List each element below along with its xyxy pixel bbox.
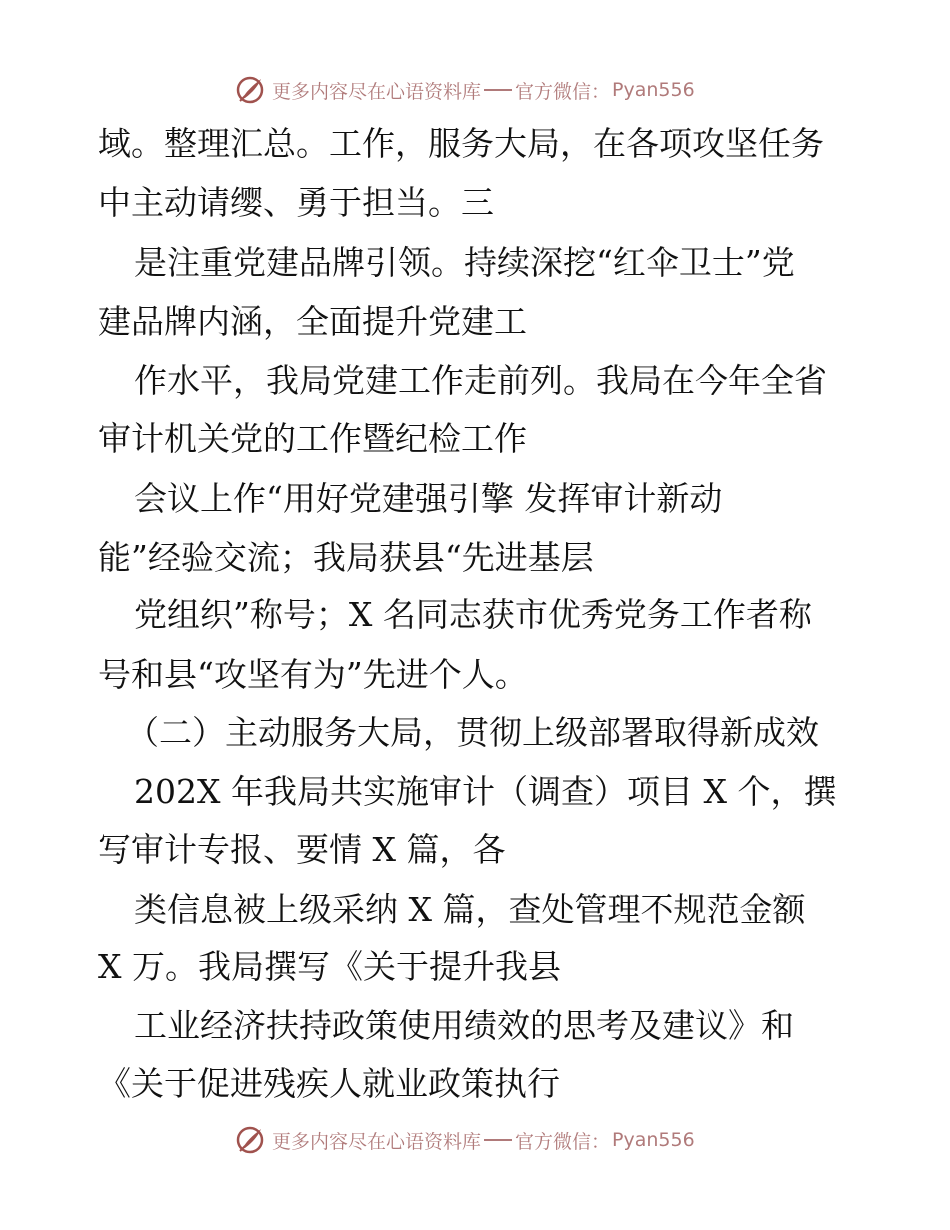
watermark-dash bbox=[484, 1139, 512, 1141]
body-line-2: 中主动请缨、勇于担当。三 bbox=[98, 183, 494, 222]
body-line-4: 建品牌内涵，全面提升党建工 bbox=[98, 302, 527, 341]
header-watermark bbox=[234, 74, 695, 106]
body-line-17: 《关于促进残疾人就业政策执行 bbox=[98, 1064, 560, 1103]
body-line-9: 党组织”称号；X 名同志获市优秀党务工作者称 bbox=[134, 595, 812, 634]
watermark-text: 更多内容尽在心语资料库 bbox=[272, 1130, 482, 1153]
watermark-text: 更多内容尽在心语资料库 bbox=[272, 80, 482, 103]
body-line-15: X 万。我局撰写《关于提升我县 bbox=[98, 947, 561, 986]
watermark-contact-label: 官方微信： bbox=[515, 1130, 611, 1153]
watermark-contact-id: Pyan556 bbox=[612, 79, 695, 101]
quill-pen-logo-icon bbox=[234, 74, 266, 106]
watermark-contact-id: Pyan556 bbox=[612, 1129, 695, 1151]
body-line-3: 是注重党建品牌引领。持续深挖“红伞卫士”党 bbox=[134, 243, 795, 282]
body-line-16: 工业经济扶持政策使用绩效的思考及建议》和 bbox=[134, 1006, 794, 1045]
body-line-12: 202X 年我局共实施审计（调查）项目 X 个，撰 bbox=[134, 772, 837, 811]
watermark-contact-label: 官方微信： bbox=[515, 80, 611, 103]
body-line-13: 写审计专报、要情 X 篇，各 bbox=[98, 830, 506, 869]
body-line-7: 会议上作“用好党建强引擎 发挥审计新动 bbox=[134, 479, 723, 518]
body-line-6: 审计机关党的工作暨纪检工作 bbox=[98, 419, 527, 458]
body-line-14: 类信息被上级采纳 X 篇，查处管理不规范金额 bbox=[134, 890, 806, 929]
body-line-8: 能”经验交流；我局获县“先进基层 bbox=[98, 538, 594, 577]
body-line-5: 作水平，我局党建工作走前列。我局在今年全省 bbox=[134, 361, 827, 400]
body-line-11: （二）主动服务大局，贯彻上级部署取得新成效 bbox=[126, 713, 819, 752]
body-line-1: 域。整理汇总。工作，服务大局，在各项攻坚任务 bbox=[98, 124, 824, 163]
quill-pen-logo-icon bbox=[234, 1124, 266, 1156]
watermark-dash bbox=[484, 89, 512, 91]
body-line-10: 号和县“攻坚有为”先进个人。 bbox=[98, 655, 528, 694]
footer-watermark bbox=[234, 1124, 695, 1156]
